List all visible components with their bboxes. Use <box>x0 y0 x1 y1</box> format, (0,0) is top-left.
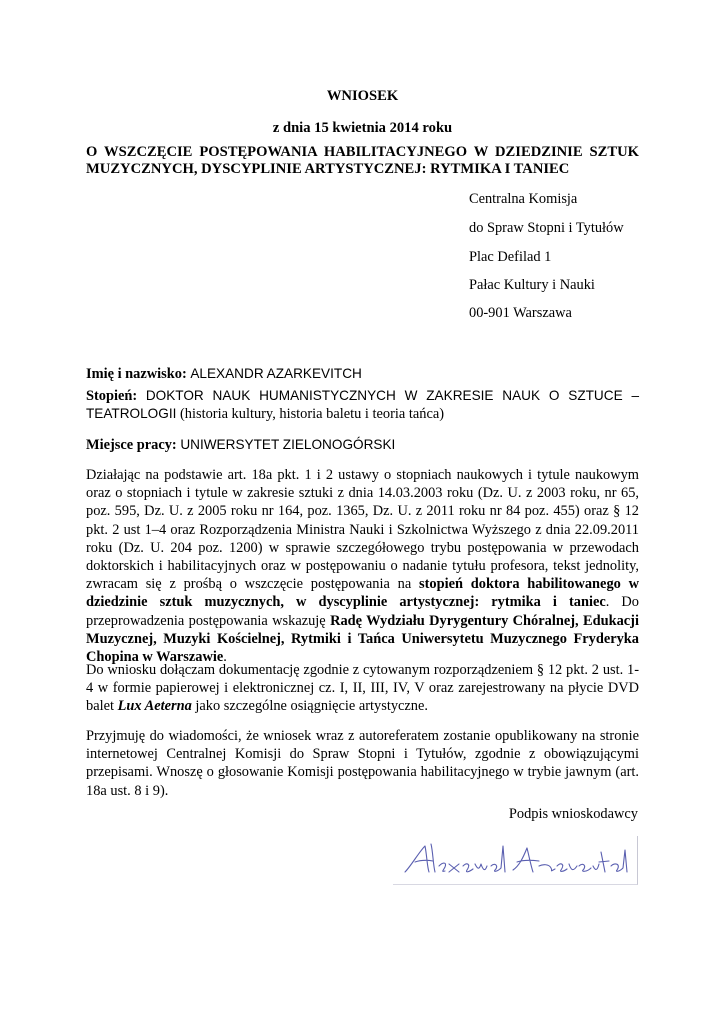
applicant-name-row <box>86 365 639 383</box>
addressee-line-3: Plac Defilad 1 <box>469 249 552 265</box>
workplace-value: UNIWERSYTET ZIELONOGÓRSKI <box>180 437 396 452</box>
applicant-degree-row <box>86 387 639 423</box>
degree-label: Stopień: <box>86 388 138 404</box>
addressee-line-5: 00-901 Warszawa <box>469 305 572 321</box>
name-value: ALEXANDR AZARKEVITCH <box>190 366 362 381</box>
p2-text-c: jako szczególne osiągnięcie artystyczne. <box>195 698 428 715</box>
document-date: z dnia 15 kwietnia 2014 roku <box>272 120 453 136</box>
document-subject: O WSZCZĘCIE POSTĘPOWANIA HABILITACYJNEGO W DZIEDZINIE SZTUK MUZYCZNYCH, DYSCYPLINIE ARTYSTYCZNEJ: RYTMIKA I TANIEC <box>86 144 639 177</box>
signature-label: Podpis wnioskodawcy <box>508 806 638 822</box>
workplace-label: Miejsce pracy: <box>86 437 177 453</box>
p1-text-a: Działając na podstawie art. 18a pkt. 1 i 2 ustawy o stopniach naukowych i tytule naukowym oraz o stopniach i tytule w zakresie sztuki z dnia 14.03.2003 roku (Dz. U. z 2003 roku, nr 65, poz. 595, Dz. U. z 2005 roku nr 164, poz. 1365, Dz. U. z 2011 roku nr 84 poz. 455) oraz § 12 pkt. 2 ust 1–4 oraz Rozporządzenia Ministra Nauki i Szkolnictwa Wyższego z dnia 22.09.2011 roku (Dz. U. 204 poz. 1200) w sprawie szczegółowego trybu postępowania w przewodach doktorskich i habilitacyjnych oraz w postępowaniu o nadanie tytułu profesora, tekst jednolity, zwracam się z prośbą o wszczęcie postępowania na <box>86 467 639 593</box>
body-paragraph-2 <box>86 661 639 716</box>
p2-text-a: Do wniosku dołączam dokumentację zgodnie z cytowanym rozporządzeniem § 12 pkt. 2 ust. 1-4 w formie papierowej i elektronicznej cz. I, II, III, IV, V oraz zarejestrowany na płycie DVD balet <box>86 662 639 715</box>
applicant-workplace-row <box>86 436 639 454</box>
degree-value: DOKTOR NAUK HUMANISTYCZNYCH W ZAKRESIE NAUK O SZTUCE – TEATROLOGII <box>86 388 639 422</box>
handwritten-signature <box>393 836 637 884</box>
p1-text-e: . <box>223 649 227 666</box>
name-label: Imię i nazwisko: <box>86 366 187 382</box>
body-paragraph-3: Przyjmuję do wiadomości, że wniosek wraz z autoreferatem zostanie opublikowany na stronie internetowej Centralnej Komisji do Spraw Stopni i Tytułów, zgodnie z obowiązującymi przepisami. Wnoszę o głosowanie Komisji postępowania habilitacyjnego w trybie jawnym (art. 18a ust. 8 i 9). <box>86 728 639 799</box>
p1-council: Radę Wydziału Dyrygentury Chóralnej, Edukacji Muzycznej, Muzyki Kościelnej, Rytmiki i Tańca Uniwersytetu Muzycznego Fryderyka Chopina w Warszawie <box>86 612 639 666</box>
addressee-line-1: Centralna Komisja <box>469 191 578 207</box>
signature-area <box>393 836 638 885</box>
addressee-line-4: Pałac Kultury i Nauki <box>469 277 595 293</box>
document-title: WNIOSEK <box>326 88 399 104</box>
p1-requested-degree: stopień doktora habilitowanego w dziedzinie sztuk muzycznych, w dyscyplinie artystycznej: rytmika i taniec <box>86 576 639 611</box>
addressee-line-2: do Spraw Stopni i Tytułów <box>469 220 624 236</box>
body-paragraph-1 <box>86 466 639 666</box>
p2-ballet-title: Lux Aeterna <box>117 698 192 715</box>
degree-note: (historia kultury, historia baletu i teoria tańca) <box>180 406 445 423</box>
p1-text-c: . Do przeprowadzenia postępowania wskazuję <box>86 594 639 629</box>
